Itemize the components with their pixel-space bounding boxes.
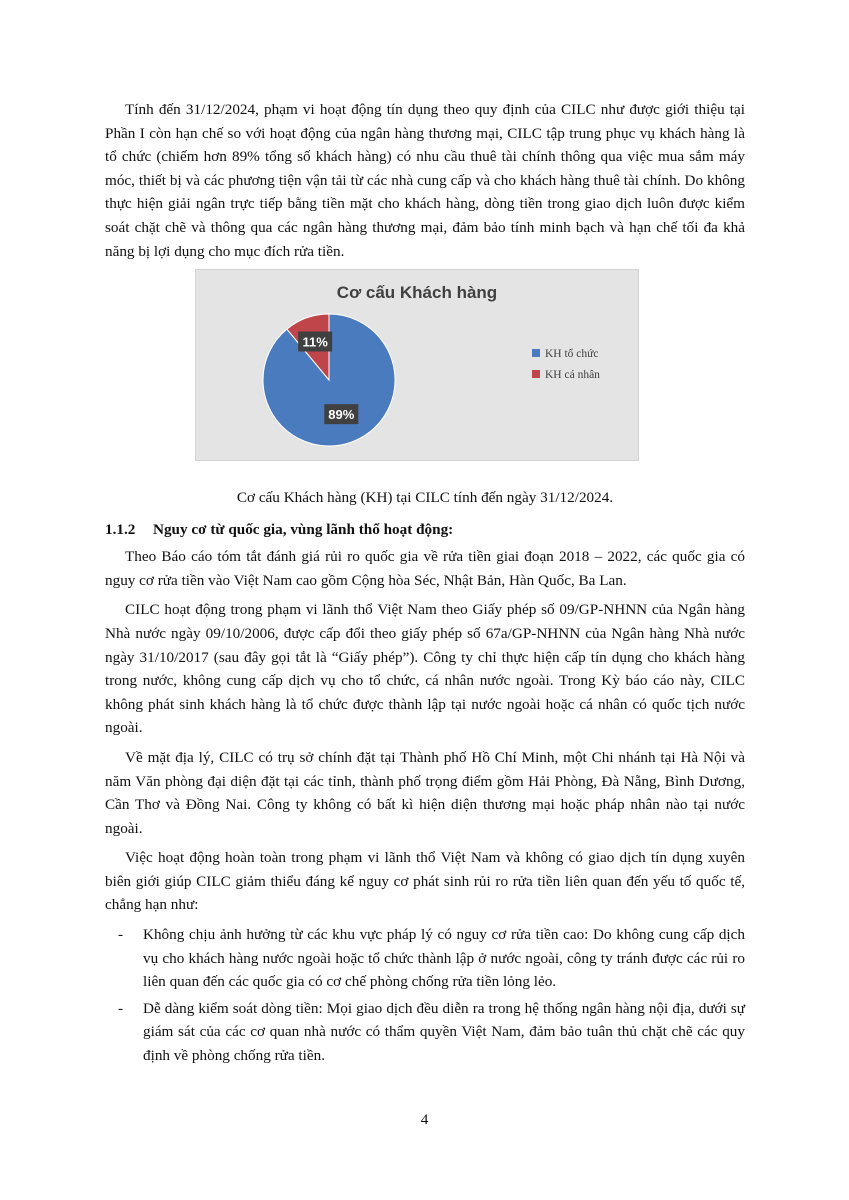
list-item — [105, 923, 745, 994]
legend-swatch — [532, 349, 540, 357]
body-paragraph: Việc hoạt động hoàn toàn trong phạm vi lãnh thổ Việt Nam và không có giao dịch tín dụng xuyên biên giới giúp CILC giảm thiểu đáng kể nguy cơ phát sinh rủi ro rửa tiền liên quan đến yếu tố quốc tế, chẳng hạn như: — [105, 849, 745, 914]
chart-caption: Cơ cấu Khách hàng (KH) tại CILC tính đến ngày 31/12/2024. — [236, 489, 614, 507]
bullet-dash: - — [118, 999, 124, 1017]
section-title: Nguy cơ từ quốc gia, vùng lãnh thổ hoạt động: — [153, 521, 454, 539]
page-number: 4 — [420, 1111, 429, 1128]
pie-chart-svg — [196, 270, 638, 460]
data-label — [298, 332, 332, 352]
chart-title: Cơ cấu Khách hàng — [336, 283, 498, 303]
section-heading — [105, 519, 745, 541]
data-label — [324, 404, 358, 424]
list-item — [105, 997, 745, 1068]
document-page — [105, 98, 745, 1071]
legend-label: KH tổ chức — [545, 348, 599, 361]
legend-label: KH cá nhân — [545, 369, 600, 382]
body-paragraph: Về mặt địa lý, CILC có trụ sở chính đặt tại Thành phố Hồ Chí Minh, một Chi nhánh tại Hà Nội và năm Văn phòng đại diện đặt tại các tỉnh, thành phố trọng điểm gồm Hải Phòng, Đà Nẵng, Bình Dương, Cần Thơ và Đồng Nai. Công ty không có bất kì hiện diện thương mại hoặc pháp nhân nào tại nước ngoài. — [105, 748, 745, 837]
svg-text:89%: 89% — [328, 407, 355, 423]
section-number: 1.1.2 — [105, 521, 136, 539]
bullet-list — [105, 923, 745, 1068]
legend-swatch — [532, 370, 540, 378]
body-paragraph: CILC hoạt động trong phạm vi lãnh thổ Việt Nam theo Giấy phép số 09/GP-NHNN của Ngân hàng Nhà nước ngày 09/10/2006, được cấp đổi theo giấy phép số 67a/GP-NHNN của Ngân hàng Nhà nước ngày 31/10/2017 (sau đây gọi tắt là “Giấy phép”). Công ty chỉ thực hiện cấp tín dụng cho khách hàng trong nước, không cung cấp dịch vụ cho tổ chức, cá nhân nước ngoài. Trong Kỳ báo cáo này, CILC không phát sinh khách hàng là tổ chức được thành lập tại nước ngoài hoặc cá nhân có quốc tịch nước ngoài. — [105, 601, 745, 737]
bullet-text: Không chịu ảnh hưởng từ các khu vực pháp lý có nguy cơ rửa tiền cao: Do không cung cấp dịch vụ cho khách hàng nước ngoài hoặc tổ chức thành lập ở nước ngoài, công ty tránh được các rủi ro liên quan đến các quốc gia có cơ chế phòng chống rửa tiền lỏng lẻo. — [143, 926, 745, 991]
svg-text:11%: 11% — [302, 334, 328, 350]
bullet-text: Dễ dàng kiểm soát dòng tiền: Mọi giao dịch đều diễn ra trong hệ thống ngân hàng nội địa, dưới sự giám sát của các cơ quan nhà nước có thẩm quyền Việt Nam, đảm bảo tuân thủ chặt chẽ các quy định về phòng chống rửa tiền. — [143, 999, 745, 1065]
customer-structure-chart — [195, 269, 639, 461]
intro-paragraph: Tính đến 31/12/2024, phạm vi hoạt động tín dụng theo quy định của CILC như được giới thiệu tại Phần I còn hạn chế so với hoạt động của ngân hàng thương mại, CILC tập trung phục vụ khách hàng là tổ chức (chiếm hơn 89% tổng số khách hàng) có nhu cầu thuê tài chính thông qua việc mua sắm máy móc, thiết bị và các phương tiện vận tải từ các nhà cung cấp và cho khách hàng thuê tài chính. Do không thực hiện giải ngân trực tiếp bằng tiền mặt cho khách hàng, dòng tiền trong giao dịch luôn được kiểm soát chặt chẽ và thông qua các ngân hàng thương mại, đảm bảo tính minh bạch và hạn chế tối đa khả năng bị lợi dụng cho mục đích rửa tiền. — [105, 101, 745, 260]
body-paragraph: Theo Báo cáo tóm tắt đánh giá rủi ro quốc gia về rửa tiền giai đoạn 2018 – 2022, các quốc gia có nguy cơ rửa tiền vào Việt Nam cao gồm Cộng hòa Séc, Nhật Bản, Hàn Quốc, Ba Lan. — [105, 548, 745, 589]
bullet-dash: - — [118, 926, 124, 944]
